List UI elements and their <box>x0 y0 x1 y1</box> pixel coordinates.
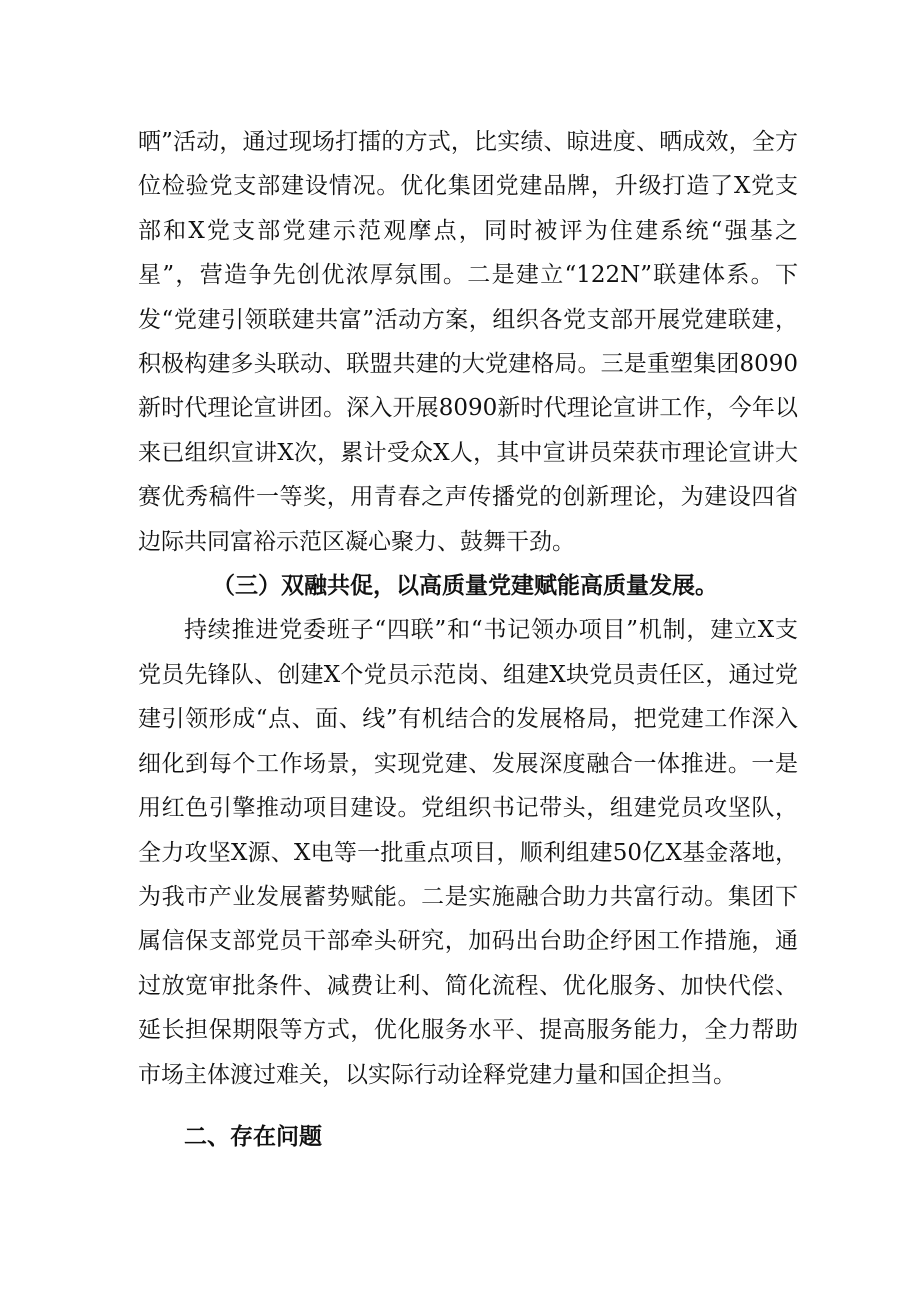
subheading-three: （三）双融共促，以高质量党建赋能高质量发展。 <box>212 572 718 600</box>
section-heading-existing-problems: 二、存在问题 <box>184 1122 322 1150</box>
body-paragraph-continued: 晒”活动，通过现场打擂的方式，比实绩、晾进度、晒成效，全方位检验党支部建设情况。优化集团党建品牌，升级打造了X党支部和X党支部党建示范观摩点，同时被评为住建系统“强基之星”，营造争先创优浓厚氛围。二是建立“122N”联建体系。下发“党建引领联建共富”活动方案，组织各党支部开展党建联建，积极构建多头联动、联盟共建的大党建格局。三是重塑集团8090新时代理论宣讲团。深入开展8090新时代理论宣讲工作，今年以来已组织宣讲X次，累计受众X人，其中宣讲员荣获市理论宣讲大赛优秀稿件一等奖，用青春之声传播党的创新理论，为建设四省边际共同富裕示范区凝心聚力、鼓舞干劲。 <box>138 129 798 555</box>
body-paragraph-dual-integration: 持续推进党委班子“四联”和“书记领办项目”机制，建立X支党员先锋队、创建X个党员示范岗、组建X块党员责任区，通过党建引领形成“点、面、线”有机结合的发展格局，把党建工作深入细化到每个工作场景，实现党建、发展深度融合一体推进。一是用红色引擎推动项目建设。党组织书记带头，组建党员攻坚队，全力攻坚X源、X电等一批重点项目，顺利组建50亿X基金落地，为我市产业发展蓄势赋能。二是实施融合助力共富行动。集团下属信保支部党员干部牵头研究，加码出台助企纾困工作措施，通过放宽审批条件、减费让利、简化流程、优化服务、加快代偿、延长担保期限等方式，优化服务水平、提高服务能力，全力帮助市场主体渡过难关，以实际行动诠释党建力量和国企担当。 <box>138 617 798 1088</box>
document-page <box>138 120 798 1159</box>
